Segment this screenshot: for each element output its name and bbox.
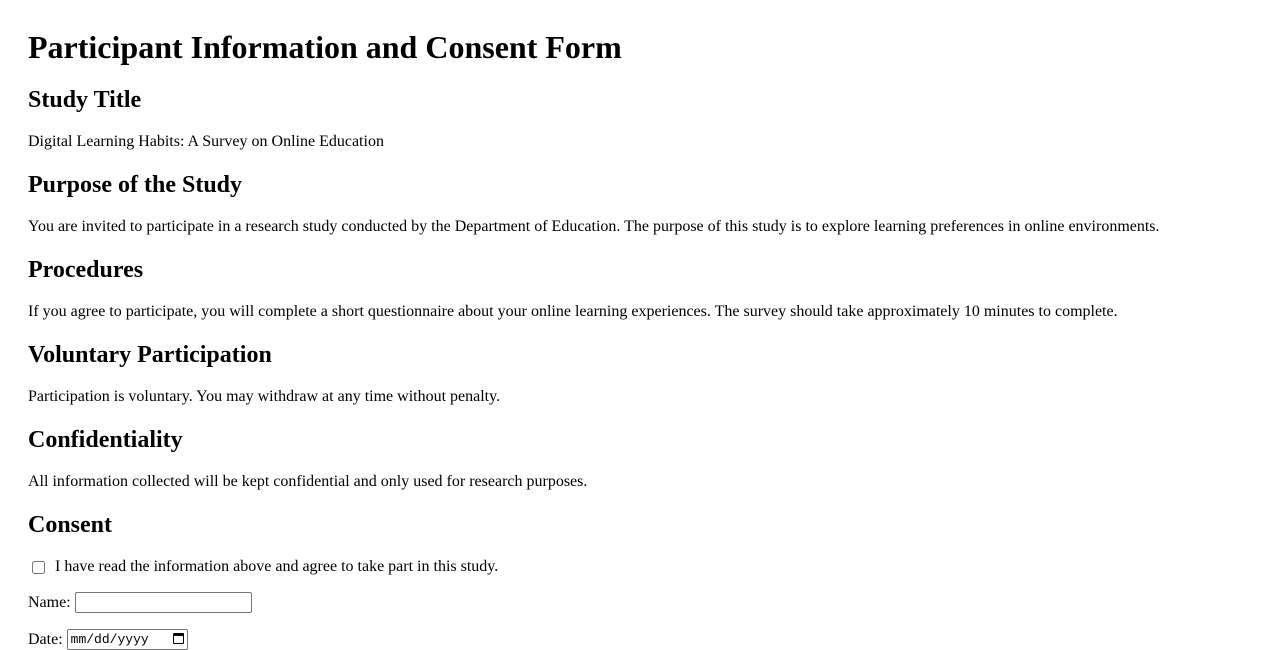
section-text-confidentiality: All information collected will be kept confidential and only used for research purposes. bbox=[28, 473, 588, 490]
consent-checkbox[interactable] bbox=[32, 561, 45, 574]
calendar-icon[interactable] bbox=[173, 633, 184, 644]
name-input[interactable] bbox=[75, 592, 252, 613]
section-heading-voluntary: Voluntary Participation bbox=[28, 342, 272, 368]
date-input[interactable] bbox=[67, 629, 188, 650]
date-placeholder: mm/dd/yyyy bbox=[70, 632, 149, 647]
name-field-row bbox=[28, 592, 252, 613]
section-text-study-title: Digital Learning Habits: A Survey on Online Education bbox=[28, 133, 384, 150]
section-heading-purpose: Purpose of the Study bbox=[28, 172, 243, 198]
section-heading-confidentiality: Confidentiality bbox=[28, 427, 183, 453]
consent-checkbox-label[interactable]: I have read the information above and agree to take part in this study. bbox=[55, 558, 499, 575]
section-heading-procedures: Procedures bbox=[28, 257, 144, 283]
date-field-row bbox=[28, 629, 188, 650]
date-label: Date: bbox=[28, 630, 63, 648]
page-title: Participant Information and Consent Form bbox=[28, 29, 622, 65]
section-heading-consent: Consent bbox=[28, 512, 113, 538]
section-text-procedures: If you agree to participate, you will complete a short questionnaire about your online learning experiences. The survey should take approximately 10 minutes to complete. bbox=[28, 303, 1118, 320]
name-label: Name: bbox=[28, 593, 71, 611]
consent-checkbox-row bbox=[28, 557, 498, 577]
section-heading-study-title: Study Title bbox=[28, 87, 142, 113]
section-text-purpose: You are invited to participate in a research study conducted by the Department of Education. The purpose of this study is to explore learning preferences in online environments. bbox=[28, 218, 1160, 235]
section-text-voluntary: Participation is voluntary. You may withdraw at any time without penalty. bbox=[28, 388, 501, 405]
